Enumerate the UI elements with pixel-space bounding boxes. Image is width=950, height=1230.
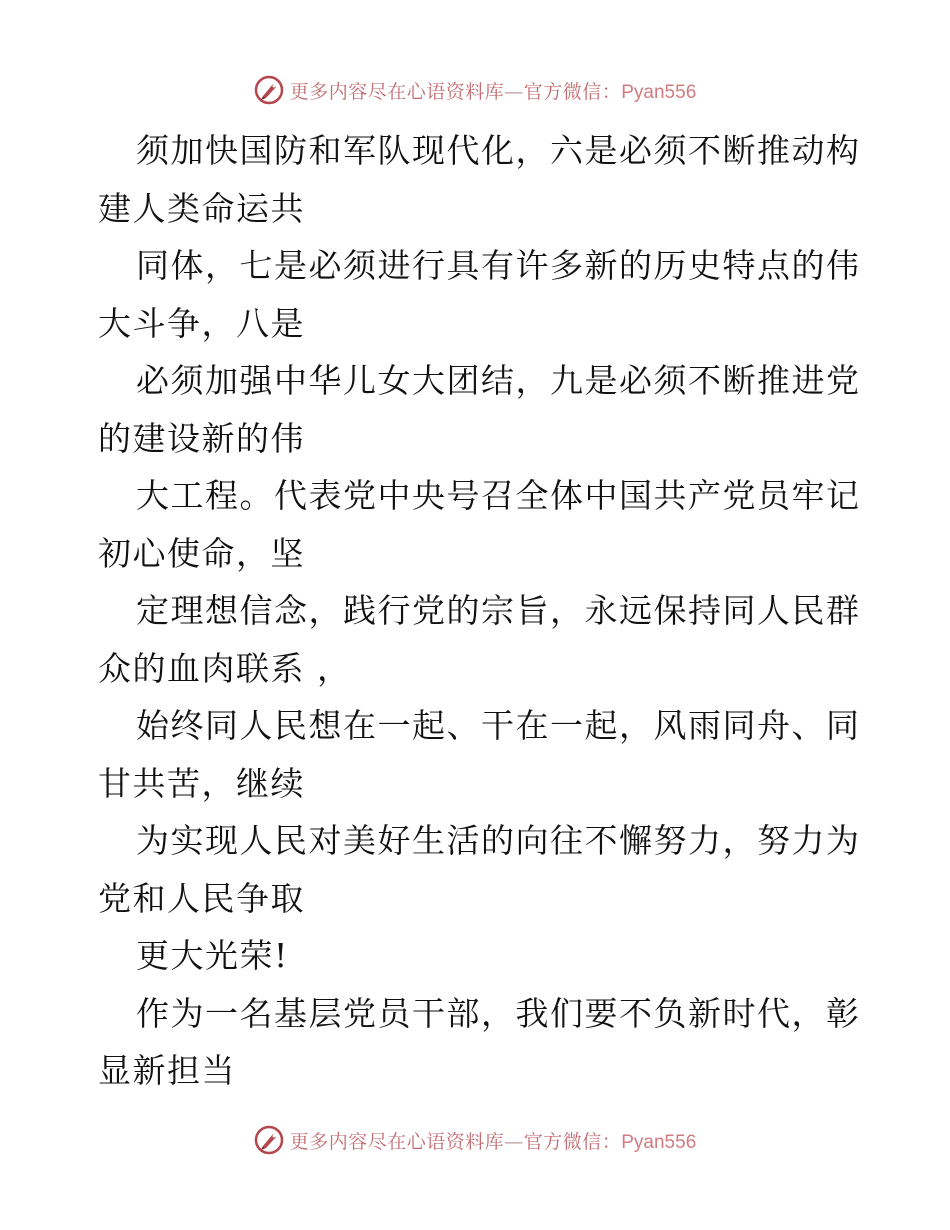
banner-text bbox=[290, 1127, 697, 1154]
paragraph bbox=[98, 122, 861, 237]
footer-banner bbox=[0, 1120, 950, 1160]
pen-nib-logo-icon bbox=[254, 1125, 284, 1155]
document-body bbox=[98, 122, 861, 1100]
paragraph-line: 为实现人民对美好生活的向往不懈努力，努力为 bbox=[136, 821, 861, 860]
paragraph-line: 始终同人民想在一起、干在一起，风雨同舟、同 bbox=[136, 706, 861, 745]
paragraph-line: 定理想信念，践行党的宗旨，永远保持同人民群 bbox=[136, 591, 861, 630]
header-banner bbox=[0, 70, 950, 110]
paragraph-line: 必须加强中华儿女大团结，九是必须不断推进党 bbox=[136, 361, 861, 400]
paragraph-line: 须加快国防和军队现代化，六是必须不断推动构 bbox=[136, 131, 861, 170]
banner-dash: — bbox=[504, 1130, 524, 1153]
paragraph-line: 的建设新的伟 bbox=[98, 418, 305, 458]
banner-wechat-id: Pyan556 bbox=[621, 81, 697, 103]
paragraph bbox=[98, 352, 861, 467]
paragraph-line: 党和人民争取 bbox=[98, 878, 305, 918]
banner-text bbox=[290, 77, 697, 104]
paragraph-line: 大工程。代表党中央号召全体中国共产党员牢记 bbox=[136, 476, 861, 515]
banner-site-name: 更多内容尽在心语资料库 bbox=[289, 1130, 505, 1153]
paragraph bbox=[98, 985, 861, 1100]
paragraph-line: 同体，七是必须进行具有许多新的历史特点的伟 bbox=[136, 246, 861, 285]
banner-dash: — bbox=[504, 80, 524, 103]
paragraph bbox=[98, 237, 861, 352]
paragraph bbox=[98, 582, 861, 697]
paragraph-line: 更大光荣! bbox=[136, 936, 289, 975]
banner-site-name: 更多内容尽在心语资料库 bbox=[289, 80, 505, 103]
paragraph-line: 初心使命，坚 bbox=[98, 533, 305, 573]
paragraph-line: 大斗争，八是 bbox=[98, 303, 305, 343]
banner-wechat-id: Pyan556 bbox=[621, 1131, 697, 1153]
banner-wechat-label: 官方微信： bbox=[523, 1130, 622, 1153]
paragraph-line: 作为一名基层党员干部，我们要不负新时代，彰 bbox=[136, 993, 861, 1033]
paragraph bbox=[98, 927, 858, 985]
paragraph-line: 众的血肉联系 ， bbox=[98, 648, 352, 688]
banner-wechat-label: 官方微信： bbox=[523, 80, 622, 103]
paragraph bbox=[98, 467, 861, 582]
paragraph bbox=[98, 812, 861, 927]
pen-nib-logo-icon bbox=[254, 75, 284, 105]
paragraph bbox=[98, 697, 861, 812]
paragraph-line: 建人类命运共 bbox=[98, 188, 305, 228]
paragraph-line: 显新担当 bbox=[98, 1051, 236, 1090]
paragraph-line: 甘共苦，继续 bbox=[98, 763, 305, 803]
